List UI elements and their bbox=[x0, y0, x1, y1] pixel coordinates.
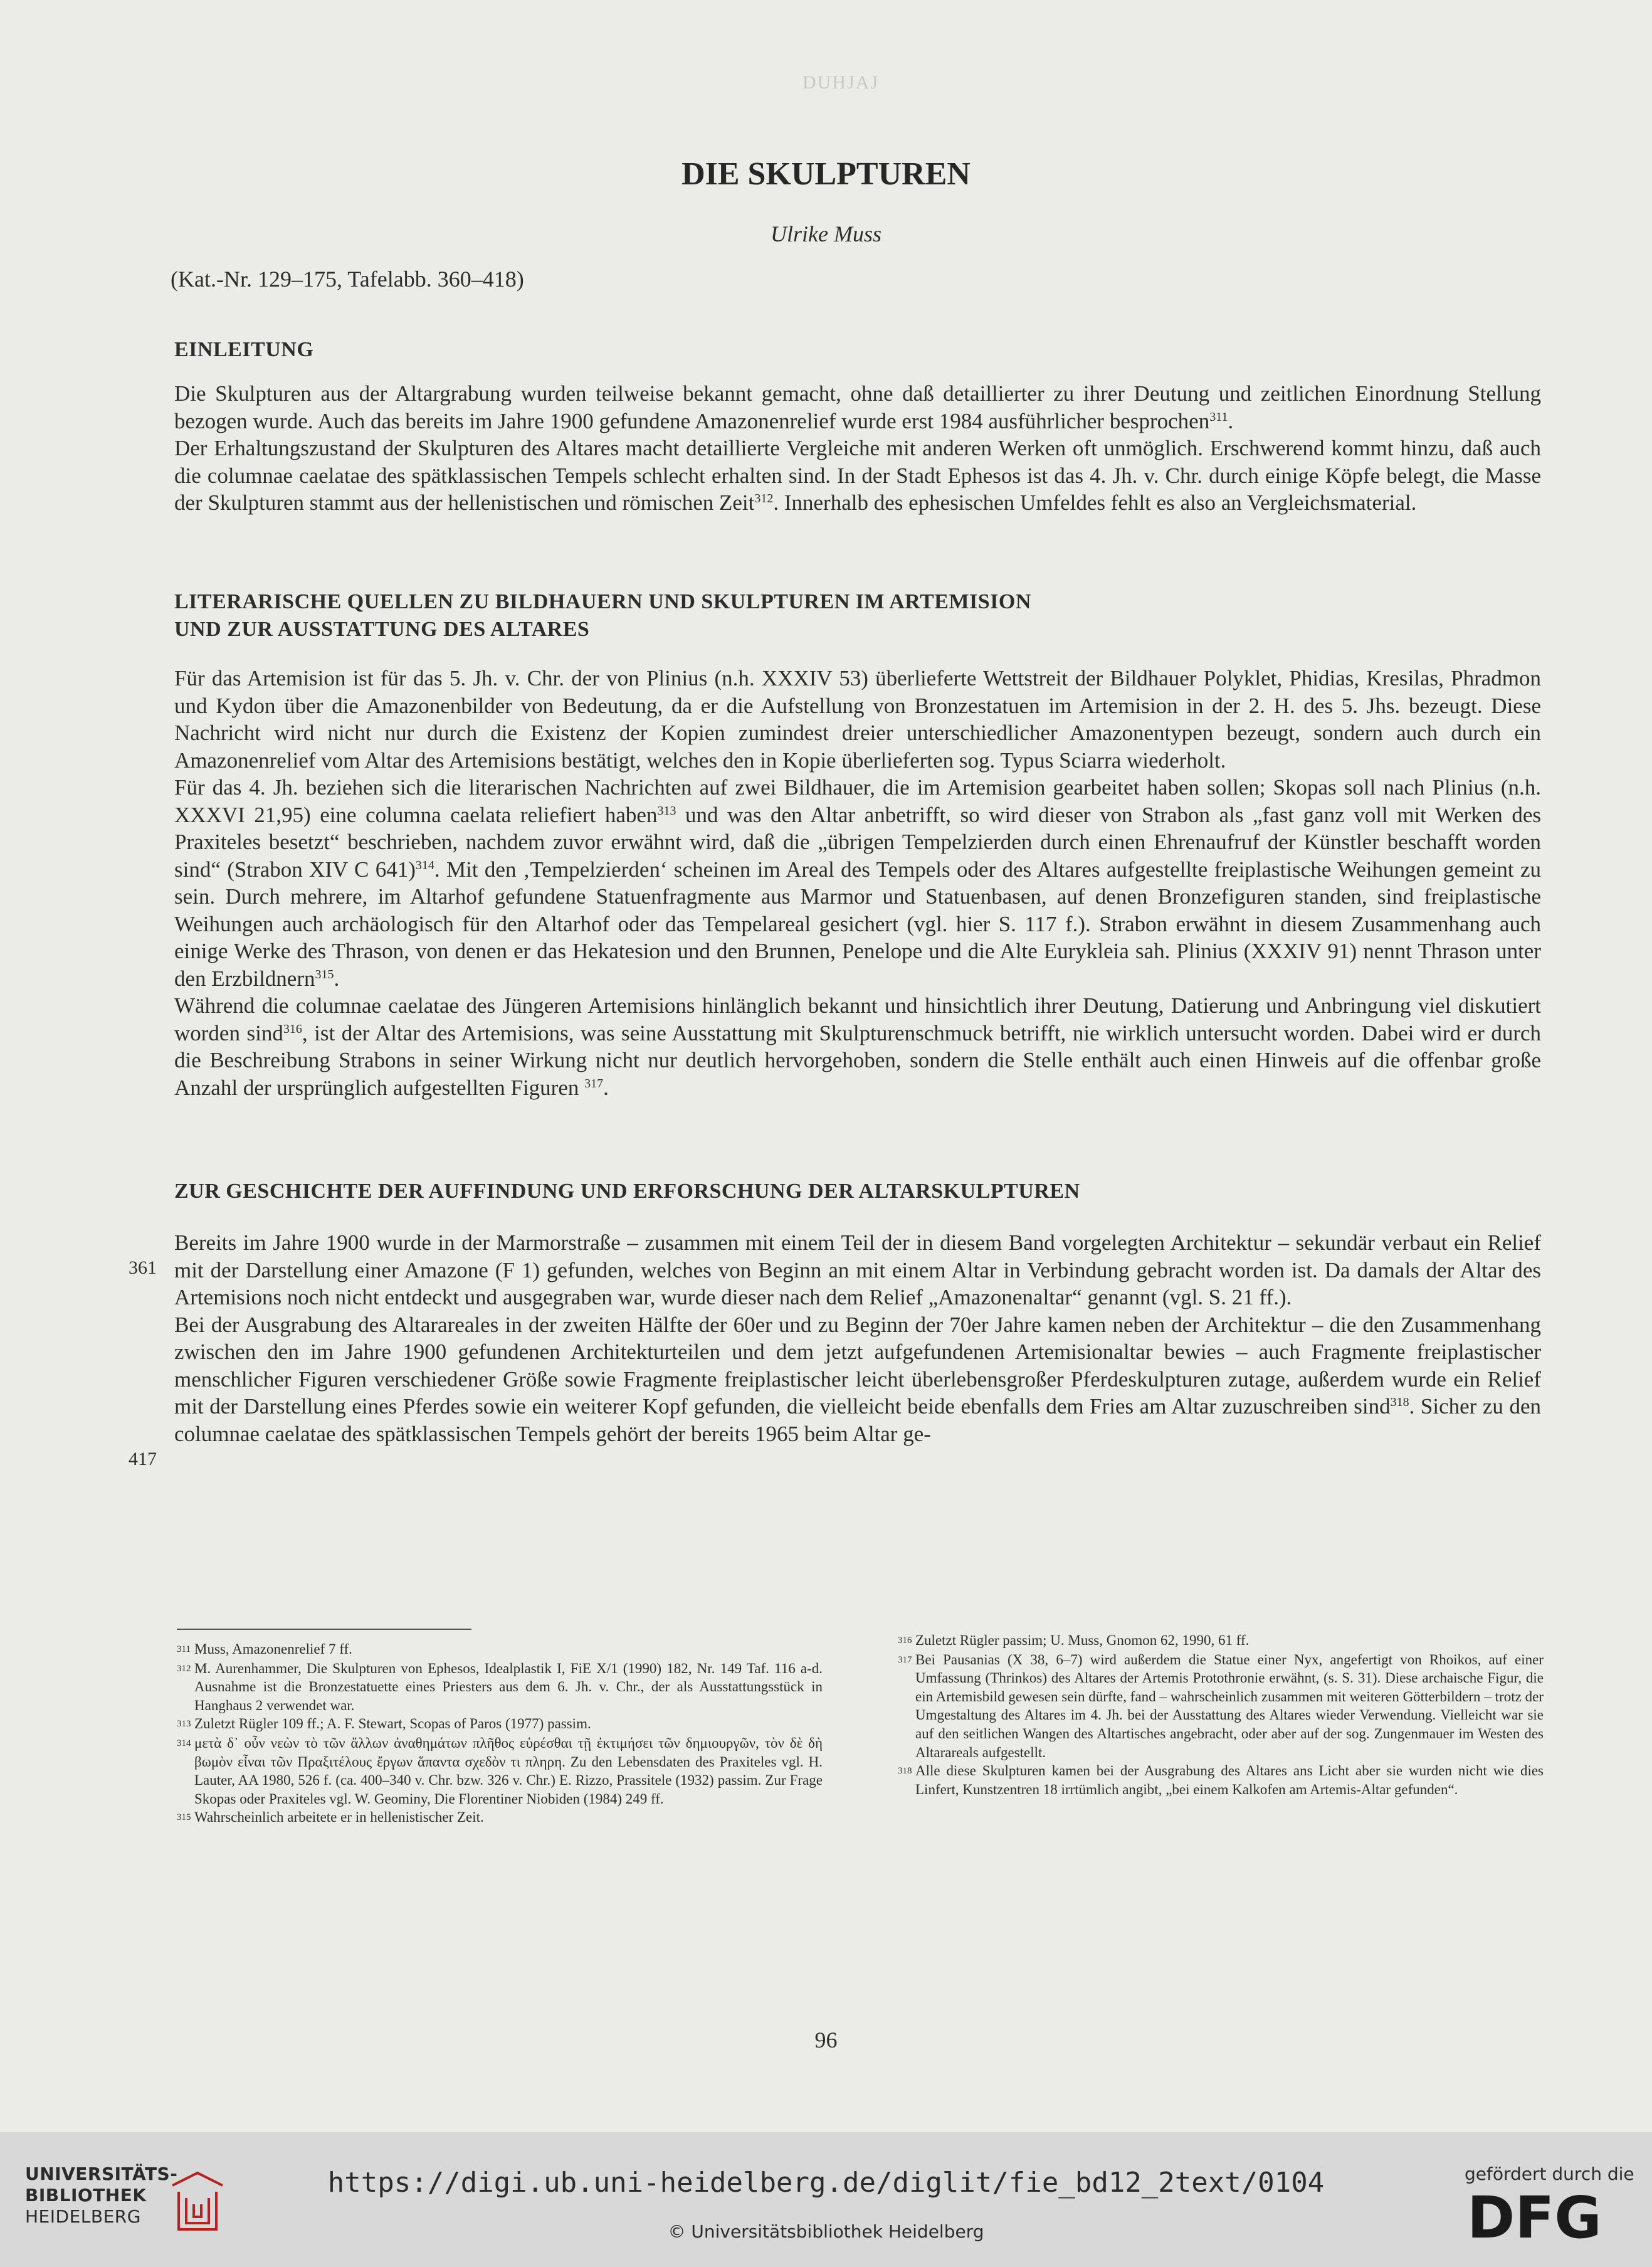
footnote: 314 μετὰ δ᾽ οὖν νεὼν τὸ τῶν ἄλλων ἀναθημάτων πλῆθος εὑρέσθαι τῇ ἐκτιμήσει τῶν δημιουργῶν, τὸν δὲ δὴ βωμὸν εἶναι τῶν Πραξιτέλους ἔργων ἅπαντα σχεδὸν τι πληρη. Zu den Lebensdaten des Praxiteles vgl. H. Lauter, AA 1980, 526 f. (ca. 400–340 v. Chr. bzw. 326 v. Chr.) E. Rizzo, Prassitele (1932) passim. Zur Frage Skopas oder Praxiteles vgl. W. Geominy, Die Florentiner Niobiden (1984) 249 ff. bbox=[177, 1735, 823, 1807]
dfg-logo-text: DFG bbox=[1467, 2187, 1602, 2244]
footnote: 315 Wahrscheinlich arbeitete er in hellenistischer Zeit. bbox=[177, 1809, 484, 1826]
section-heading-geschichte: ZUR GESCHICHTE DER AUFFINDUNG UND ERFORSCHUNG DER ALTARSKULPTUREN bbox=[174, 1180, 1080, 1203]
dfg-logo-icon bbox=[1467, 2187, 1624, 2244]
footnote: 312 M. Aurenhammer, Die Skulpturen von Ephesos, Idealplastik I, FiE X/1 (1990) 182, Nr. 149 Taf. 116 a-d. Ausnahme ist die Bronzestatuette eines Priesters aus dem 6. Jh. v. Chr., der als Ausstattungsstück in Hanghaus 2 verwendet war. bbox=[177, 1660, 823, 1713]
footnote: 318 Alle diese Skulpturen kamen bei der Ausgrabung des Altares ans Licht aber sie wurden nicht wie dies Linfert, Kunstzentren 18 irrtümlich angibt, „bei einem Kalkofen am Artemis-Altar gefunden“. bbox=[898, 1763, 1544, 1797]
sponsor-label: gefördert durch die bbox=[1465, 2164, 1634, 2184]
paragraph: Für das Artemision ist für das 5. Jh. v. Chr. der von Plinius (n.h. XXXIV 53) überlieferte Wettstreit der Bildhauer Polyklet, Phidias, Kresilas, Phradmon und Kydon über die Amazonenbilder von Bedeutung, da er die Aufstellung von Bronzestatuen im Artemision in der 2. H. des 5. Jhs. bezeugt. Diese Nachricht wird nicht nur durch die Existenz der Kopien zumindest dreier unterschiedlicher Amazonentypen bezeugt, sondern auch durch ein Amazonenrelief vom Altar des Artemisions bestätigt, welches den in Kopie überlieferten sog. Typus Sciarra wiederholt. bbox=[174, 666, 1541, 773]
footnotes-right-column bbox=[898, 1631, 1544, 1799]
author-name: Ulrike Muss bbox=[771, 221, 881, 246]
section-heading-einleitung: EINLEITUNG bbox=[174, 338, 314, 361]
footnote: 311 Muss, Amazonenrelief 7 ff. bbox=[177, 1641, 352, 1657]
paragraph: Während die columnae caelatae des Jüngeren Artemisions hinlänglich bekannt und hinsichtlich ihrer Deutung, Datierung und Anbringung viel diskutiert worden sind$^{316}$, ist der Altar des Artemisions, was seine Ausstattung mit Skulpturenschmuck betrifft, nie wirklich untersucht worden. Dabei wird er durch die Beschreibung Strabons in seiner Wirkung nicht nur deutlich hervorgehoben, sondern die Stelle enthält auch einen Hinweis auf die offenbar große Anzahl der ursprünglich aufgestellten Figuren $^{317}$. bbox=[174, 993, 1542, 1100]
footnote-ref[interactable]: 312 bbox=[754, 492, 774, 505]
library-name: UNIVERSITÄTS- BIBLIOTHEK HEIDELBERG bbox=[25, 2164, 178, 2227]
paragraph: Für das 4. Jh. beziehen sich die literarischen Nachrichten auf zwei Bildhauer, die im Artemision gearbeitet haben sollen; Skopas soll nach Plinius (n.h. XXXVI 21,95) eine columna caelata reliefiert haben$^{313}$ und was den Altar anbetrifft, so wird dieser von Strabon als „fast ganz voll mit Werken des Praxiteles besetzt“ beschrieben, nachdem zuvor erwähnt wird, daß die „übrigen Tempelzierden durch einen Ehrenaufruf der Künstler beschafft worden sind“ (Strabon XIV C 641)$^{314}$. Mit den ‚Tempelzierden‘ scheinen im Areal des Tempels oder des Altares aufgestellte freiplastische Weihungen gemeint zu sein. Durch mehrere, im Altarhof gefundene Statuenfragmente aus Marmor und Statuenbasen, auf denen Bronzefiguren standen, sind freiplastische Weihungen auch archäologisch für den Altarhof oder das Tempelareal gesichert (vgl. hier S. 117 f.). Strabon erwähnt in diesem Zusammenhang auch einige Werke des Thrason, von denen er das Hekatesion und den Brunnen, Penelope und die Alte Eurykleia sah. Plinius (XXXIV 91) nennt Thrason unter den Erzbildnern$^{315}$. bbox=[174, 775, 1541, 991]
footnote-ref[interactable]: 311 bbox=[1209, 410, 1228, 424]
footnote: 317 Bei Pausanias (X 38, 6–7) wird außerdem die Statue einer Nyx, angefertigt von Rhoikos, auf einer Umfassung (Thrinkos) des Altares der Artemis Protothronie erwähnt, (s. S. 31). Diese archaische Figur, die ein Artemisbild gewesen sein dürfte, fand – wahrscheinlich zusammen mit weiteren Götterbildern – trotz der Umgestaltung des Altares im 4. Jh. bei der Ausstattung des Altares wieder Verwendung. Vielleicht war sie auf den seitlichen Wangen des Altartisches angebracht, oder aber auf der sog. Zungenmauer im Westen des Altarareals aufgestellt. bbox=[898, 1651, 1544, 1760]
footnote: 316 Zuletzt Rügler passim; U. Muss, Gnomon 62, 1990, 61 ff. bbox=[898, 1632, 1250, 1648]
footnotes-left-column bbox=[177, 1640, 823, 1827]
footnote-ref[interactable]: 313 bbox=[657, 803, 676, 818]
section-heading-quellen: LITERARISCHE QUELLEN ZU BILDHAUERN UND SKULPTUREN IM ARTEMISION UND ZUR AUSSTATTUNG DES ALTARES bbox=[174, 590, 1031, 641]
section-body-quellen bbox=[174, 665, 1541, 1101]
copyright-notice: © Universitätsbibliothek Heidelberg bbox=[668, 2221, 984, 2242]
footnote-ref[interactable]: 315 bbox=[315, 967, 334, 981]
page-title: DIE SKULPTUREN bbox=[681, 156, 971, 192]
footnote-ref[interactable]: 317 bbox=[584, 1076, 604, 1091]
page-number: 96 bbox=[814, 2027, 838, 2053]
viewer-footer bbox=[0, 2132, 1652, 2267]
margin-plate-number: 361 bbox=[129, 1257, 157, 1278]
section-body-einleitung bbox=[174, 380, 1541, 517]
footnote-ref[interactable]: 314 bbox=[415, 858, 434, 872]
footnote-ref[interactable]: 316 bbox=[283, 1022, 302, 1036]
footnote: 313 Zuletzt Rügler 109 ff.; A. F. Stewart, Scopas of Paros (1977) passim. bbox=[177, 1716, 591, 1732]
footnote-ref[interactable]: 318 bbox=[1390, 1395, 1409, 1409]
footnote-divider bbox=[177, 1629, 471, 1630]
permalink-url[interactable]: https://digi.ub.uni-heidelberg.de/diglit/fie_bd12_2text/0104 bbox=[327, 2167, 1325, 2199]
margin-plate-number: 417 bbox=[129, 1449, 157, 1469]
bleed-through-text: DUHJAJ bbox=[802, 72, 880, 93]
section-body-geschichte bbox=[174, 1229, 1541, 1447]
paragraph: Die Skulpturen aus der Altargrabung wurden teilweise bekannt gemacht, ohne daß detaillierter zu ihrer Deutung und zeitlichen Einordnung Stellung bezogen wurde. Auch das bereits im Jahre 1900 gefundene Amazonenrelief wurde erst 1984 ausführlicher besprochen$^{311}$. bbox=[174, 381, 1541, 433]
paragraph: Bei der Ausgrabung des Altarareales in der zweiten Hälfte der 60er und zu Beginn der 70er Jahre kamen neben der Architektur – die den Zusammenhang zwischen den im Jahre 1900 gefundenen Architekturteilen und dem jetzt aufgefundenen Artemisionaltar bewies – auch Fragmente freiplastischer menschlicher Figuren verschiedener Größe sowie Fragmente freiplastischer leicht überlebensgroßer Pferdeskulpturen zutage, außerdem wurde ein Relief mit der Darstellung eines Pferdes sowie ein weiterer Kopf gefunden, die vielleicht beide ebenfalls dem Fries am Altar zuzuschreiben sind$^{318}$. Sicher zu den columnae caelatae des spätklassischen Tempels gehört der bereits 1965 beim Altar ge- bbox=[174, 1312, 1541, 1446]
catalogue-reference: (Kat.-Nr. 129–175, Tafelabb. 360–418) bbox=[171, 267, 524, 292]
paragraph: Der Erhaltungszustand der Skulpturen des Altares macht detaillierte Vergleiche mit anderen Werken oft unmöglich. Erschwerend kommt hinzu, daß auch die columnae caelatae des spätklassischen Tempels schlecht erhalten sind. In der Stadt Ephesos ist das 4. Jh. v. Chr. durch einige Köpfe belegt, die Masse der Skulpturen stammt aus der hellenistischen und römischen Zeit$^{312}$. Innerhalb des ephesischen Umfeldes fehlt es also an Vergleichsmaterial. bbox=[174, 436, 1541, 515]
paragraph: Bereits im Jahre 1900 wurde in der Marmorstraße – zusammen mit einem Teil der in diesem Band vorgelegten Architektur – sekundär verbaut ein Relief mit der Darstellung einer Amazone (F 1) gefunden, welches von Beginn an mit einem Altar in Verbindung gebracht worden ist. Da damals der Altar des Artemisions noch nicht entdeckt und ausgegraben war, wurde dieser nach dem Relief „Amazonenaltar“ genannt (vgl. S. 21 ff.). bbox=[174, 1230, 1541, 1309]
